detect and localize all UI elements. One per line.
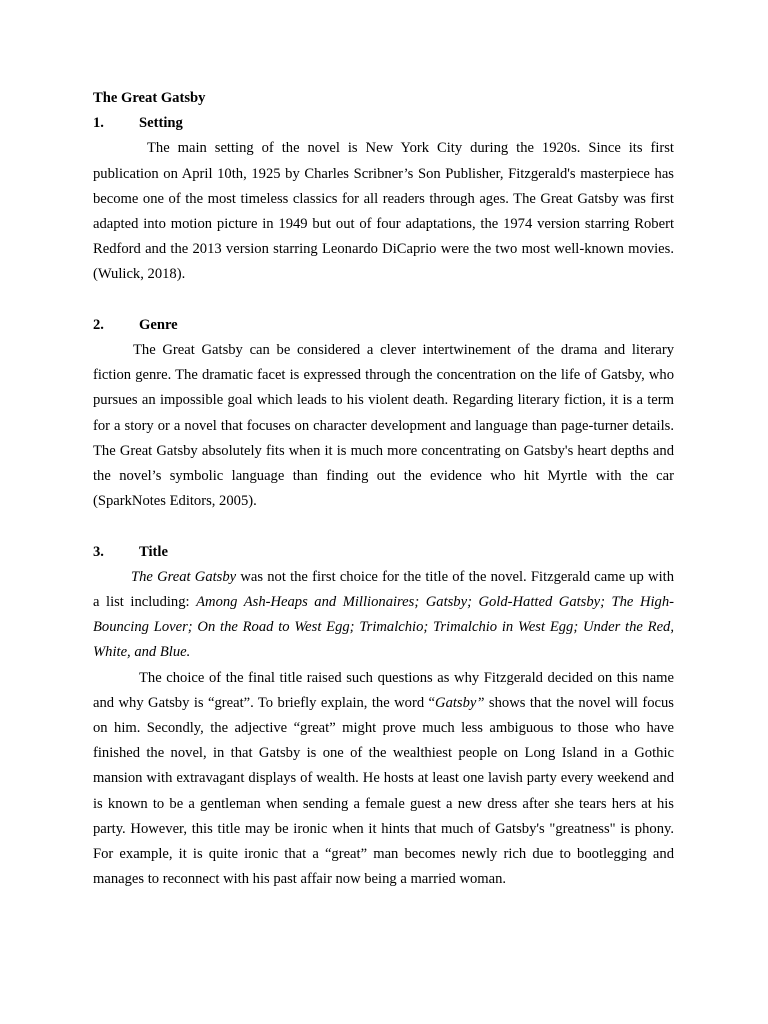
section-title: Genre [139, 316, 178, 333]
title-paragraph-2 [93, 666, 674, 893]
section-spacer [93, 514, 674, 539]
section-number: 1. [93, 115, 104, 132]
section-number: 2. [93, 316, 104, 333]
paragraph-text: was not the first choice for the title of the novel. Fitzgerald came up with a list including: [93, 568, 674, 611]
title-paragraph-1 [93, 565, 674, 666]
novel-title-italic: The Great Gatsby [131, 568, 237, 585]
section-heading-setting [93, 111, 674, 136]
paragraph-text: shows that the novel will focus on him. Secondly, the adjective “great” might prove much less ambiguous to those who have finished the novel, in that Gatsby is one of the wealthiest people on Long Island in a Gothic mansion with extravagant displays of wealth. He hosts at least one lavish party every weekend and is known to be a gentleman when sending a female guest a new dress after she tears hers at his party. However, this title may be ironic when it hints that much of Gatsby's "greatness" is phony. For example, it is quite ironic that a “great” man becomes newly rich due to bootlegging and manages to reconnect with his past affair now being a married woman. [93, 694, 674, 888]
gatsby-word-italic: Gatsby” [435, 694, 485, 711]
section-title: Setting [139, 115, 183, 132]
section-spacer [93, 288, 674, 313]
section-title: Title [139, 543, 168, 560]
document-title: The Great Gatsby [93, 90, 206, 106]
section-heading-title [93, 540, 674, 565]
section-number: 3. [93, 543, 104, 560]
paragraph-text: The choice of the final title raised such questions as why Fitzgerald decided on this name and why Gatsby is “great”. To briefly explain, the word “ [93, 669, 674, 711]
section-heading-genre [93, 313, 674, 338]
document-page [93, 86, 674, 892]
genre-paragraph: The Great Gatsby can be considered a clever intertwinement of the drama and literary fiction genre. The dramatic facet is expressed through the concentration on the life of Gatsby, who pursues an impossible goal which leads to his violent death. Regarding literary fiction, it is a term for a story or a novel that focuses on character development and language than page-turner details. The Great Gatsby absolutely fits when it is much more concentrating on Gatsby's heart depths and the novel’s symbolic language than finding out the evidence who hit Myrtle with the car (SparkNotes Editors, 2005). [93, 342, 674, 510]
setting-paragraph: The main setting of the novel is New York City during the 1920s. Since its first publication on April 10th, 1925 by Charles Scribner’s Son Publisher, Fitzgerald's masterpiece has become one of the most timeless classics for all readers through ages. The Great Gatsby was first adapted into motion picture in 1949 but out of four adaptations, the 1974 version starring Robert Redford and the 2013 version starring Leonardo DiCaprio were the two most well-known movies. (Wulick, 2018). [93, 140, 674, 283]
title-list-italic: Among Ash-Heaps and Millionaires; Gatsby; Gold-Hatted Gatsby; The High-Bouncing Lover; On the Road to West Egg; Trimalchio; Trimalchio in West Egg; Under the Red, White, and Blue. [93, 594, 674, 661]
